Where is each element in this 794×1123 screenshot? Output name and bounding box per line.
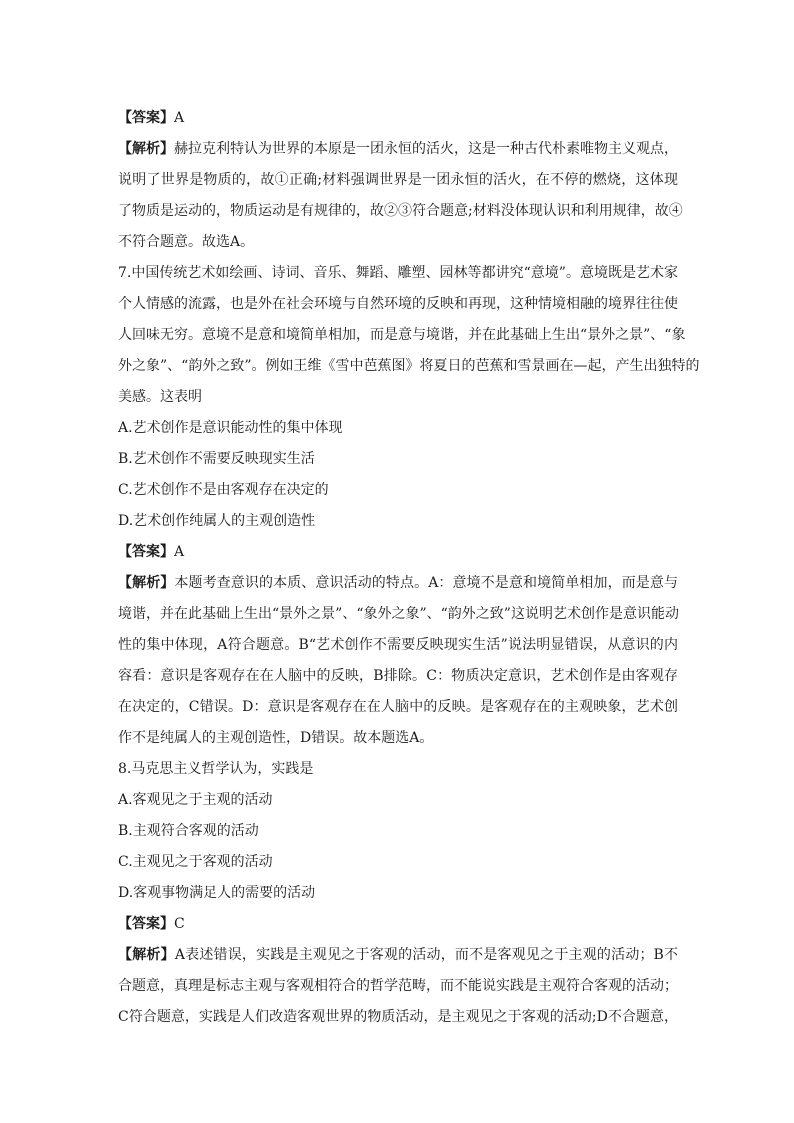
document-page	[118, 103, 700, 1033]
question-line: 美感。这表明	[118, 389, 202, 405]
analysis-line: 说明了世界是物质的，故①正确;材料强调世界是一团永恒的活火，在不停的燃烧，这体现	[118, 172, 678, 188]
analysis-line: 性的集中体现，A符合题意。B“艺术创作不需要反映现实生活”说法明显错误，从意识的内	[118, 637, 678, 653]
analysis-label: 【解析】	[118, 575, 175, 591]
question-line: 外之象”、“韵外之致”。例如王维《雪中芭蕉图》将夏日的芭蕉和雪景画在—起，产生出独特的	[118, 358, 700, 374]
analysis-label: 【解析】	[118, 141, 174, 157]
answer-value: A	[174, 544, 185, 560]
analysis-text: A表述错误，实践是主观见之于客观的活动，而不是客观见之于主观的活动；B不	[174, 947, 679, 963]
option-c: C.艺术创作不是由客观存在决定的	[118, 482, 329, 498]
analysis-line: 不符合题意。故选A。	[118, 234, 255, 250]
answer-value: A	[174, 110, 185, 126]
question-line: 7.中国传统艺术如绘画、诗词、音乐、舞蹈、雕塑、园林等都讲究“意境”。意境既是艺术家	[118, 265, 678, 281]
analysis-label: 【解析】	[118, 947, 175, 963]
analysis-text: 赫拉克利特认为世界的本原是一团永恒的活火，这是一种古代朴素唯物主义观点，	[174, 141, 678, 157]
analysis-text: 本题考查意识的本质、意识活动的特点。A：意境不是意和境简单相加，而是意与	[174, 575, 679, 591]
answer-value: C	[174, 916, 185, 932]
option-d: D.客观事物满足人的需要的活动	[118, 885, 316, 901]
option-b: B.艺术创作不需要反映现实生活	[118, 451, 315, 467]
analysis-line	[118, 134, 678, 165]
question-line: 人回味无穷。意境不是意和境简单相加，而是意与境谐，并在此基础上生出“景外之景”、“象	[118, 327, 686, 343]
analysis-line: 容看：意识是客观存在在人脑中的反映，B排除。C：物质决定意识，艺术创作是由客观存	[118, 668, 678, 684]
analysis-line: 在决定的，C错误。D：意识是客观存在在人脑中的反映。是客观存在的主观映象，艺术创	[118, 699, 678, 715]
option-a: A.艺术创作是意识能动性的集中体现	[118, 420, 343, 436]
answer-label: 【答案】	[118, 110, 174, 126]
answer-label: 【答案】	[118, 544, 174, 560]
analysis-line: 合题意，真理是标志主观与客观相符合的哲学范畴，而不能说实践是主观符合客观的活动；	[118, 978, 678, 994]
analysis-line: 了物质是运动的，物质运动是有规律的，故②③符合题意;材料没体现认识和利用规律，故④	[118, 203, 683, 219]
answer-label: 【答案】	[118, 916, 174, 932]
option-c: C.主观见之于客观的活动	[118, 854, 273, 870]
question-line: 个人情感的流露，也是外在社会环境与自然环境的反映和再现，这种情境相融的境界往往使	[118, 296, 678, 312]
option-d: D.艺术创作纯属人的主观创造性	[118, 513, 316, 529]
analysis-line	[118, 568, 678, 599]
question-line: 8.马克思主义哲学认为，实践是	[118, 761, 314, 777]
answer-line	[118, 103, 678, 134]
answer-line	[118, 909, 678, 940]
analysis-line: 境谐，并在此基础上生出“景外之景”、“象外之象”、“韵外之致”这说明艺术创作是意识能动	[118, 606, 679, 622]
analysis-line: C符合题意，实践是人们改造客观世界的物质活动，是主观见之于客观的活动;D不合题意，	[118, 1009, 678, 1025]
answer-line	[118, 537, 678, 568]
analysis-line: 作不是纯属人的主观创造性，D错误。故本题选A。	[118, 730, 434, 746]
analysis-line	[118, 940, 678, 971]
option-b: B.主观符合客观的活动	[118, 823, 259, 839]
option-a: A.客观见之于主观的活动	[118, 792, 273, 808]
